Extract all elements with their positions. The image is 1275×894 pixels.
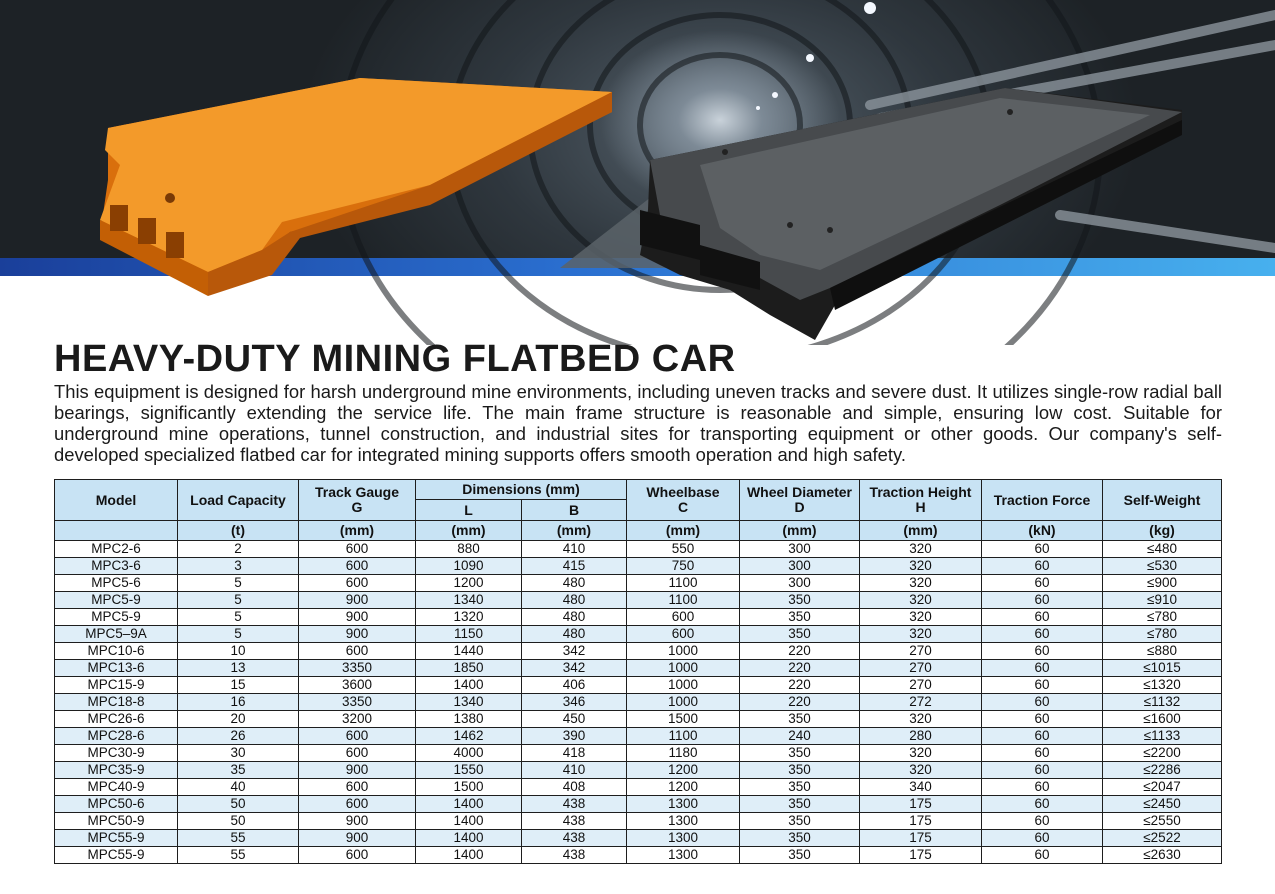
cell-traction-height: 320 [860, 592, 982, 609]
cell-traction-force: 60 [982, 660, 1103, 677]
cell-track-gauge: 900 [299, 813, 416, 830]
cell-self-weight: ≤2630 [1103, 847, 1222, 864]
cell-traction-force: 60 [982, 796, 1103, 813]
unit-cell: (mm) [740, 521, 860, 541]
unit-cell: (mm) [522, 521, 627, 541]
header-track-gauge [299, 480, 416, 521]
unit-cell: (kN) [982, 521, 1103, 541]
cell-track-gauge: 900 [299, 592, 416, 609]
cell-traction-force: 60 [982, 813, 1103, 830]
cell-self-weight: ≤480 [1103, 541, 1222, 558]
cell-track-gauge: 600 [299, 728, 416, 745]
cell-model: MPC50-6 [55, 796, 178, 813]
cell-wheel-diameter: 300 [740, 541, 860, 558]
cell-model: MPC3-6 [55, 558, 178, 575]
spec-table-body [55, 541, 1222, 864]
cell-load-capacity: 30 [178, 745, 299, 762]
cell-traction-height: 320 [860, 558, 982, 575]
table-row [55, 762, 1222, 779]
cell-wheel-diameter: 350 [740, 796, 860, 813]
cell-length-l: 1340 [416, 592, 522, 609]
cell-length-l: 1400 [416, 677, 522, 694]
cell-model: MPC26-6 [55, 711, 178, 728]
header-traction-force: Traction Force [982, 480, 1103, 521]
cell-traction-force: 60 [982, 626, 1103, 643]
cell-model: MPC55-9 [55, 847, 178, 864]
cell-load-capacity: 40 [178, 779, 299, 796]
table-row [55, 830, 1222, 847]
cell-model: MPC40-9 [55, 779, 178, 796]
header-track-gauge-symbol: G [351, 499, 363, 515]
header-dim-l: L [416, 500, 522, 521]
cell-wheelbase: 1000 [627, 660, 740, 677]
cell-model: MPC15-9 [55, 677, 178, 694]
cell-load-capacity: 5 [178, 609, 299, 626]
cell-length-l: 4000 [416, 745, 522, 762]
header-wheel-diameter [740, 480, 860, 521]
cell-wheel-diameter: 350 [740, 762, 860, 779]
cell-width-b: 438 [522, 813, 627, 830]
cell-wheel-diameter: 350 [740, 830, 860, 847]
cell-load-capacity: 55 [178, 830, 299, 847]
orange-flatbed-car [100, 78, 612, 296]
cell-length-l: 1850 [416, 660, 522, 677]
cell-self-weight: ≤780 [1103, 626, 1222, 643]
cell-model: MPC30-9 [55, 745, 178, 762]
cell-wheelbase: 1000 [627, 643, 740, 660]
cell-traction-force: 60 [982, 728, 1103, 745]
cell-traction-height: 320 [860, 711, 982, 728]
cell-wheel-diameter: 300 [740, 575, 860, 592]
header-traction-height-symbol: H [915, 499, 926, 515]
cell-model: MPC18-8 [55, 694, 178, 711]
cell-width-b: 346 [522, 694, 627, 711]
cell-traction-height: 175 [860, 830, 982, 847]
cell-load-capacity: 35 [178, 762, 299, 779]
unit-cell: (mm) [299, 521, 416, 541]
cell-wheelbase: 1200 [627, 779, 740, 796]
cell-length-l: 1320 [416, 609, 522, 626]
cell-model: MPC50-9 [55, 813, 178, 830]
cell-self-weight: ≤530 [1103, 558, 1222, 575]
header-wheelbase [627, 480, 740, 521]
cell-load-capacity: 55 [178, 847, 299, 864]
cell-length-l: 1500 [416, 779, 522, 796]
cell-model: MPC10-6 [55, 643, 178, 660]
hero-illustration [0, 0, 1275, 345]
cell-track-gauge: 3350 [299, 660, 416, 677]
header-wheel-diameter-label: Wheel Diameter [746, 484, 853, 500]
cell-length-l: 1440 [416, 643, 522, 660]
cell-load-capacity: 2 [178, 541, 299, 558]
cell-wheelbase: 1200 [627, 762, 740, 779]
cell-wheel-diameter: 350 [740, 745, 860, 762]
cell-self-weight: ≤910 [1103, 592, 1222, 609]
cell-width-b: 410 [522, 762, 627, 779]
cell-self-weight: ≤2047 [1103, 779, 1222, 796]
cell-length-l: 1340 [416, 694, 522, 711]
table-row [55, 626, 1222, 643]
cell-model: MPC28-6 [55, 728, 178, 745]
cell-load-capacity: 5 [178, 575, 299, 592]
table-row [55, 609, 1222, 626]
cell-width-b: 415 [522, 558, 627, 575]
cell-wheelbase: 1300 [627, 847, 740, 864]
cell-length-l: 1090 [416, 558, 522, 575]
cell-track-gauge: 600 [299, 643, 416, 660]
cell-traction-height: 270 [860, 643, 982, 660]
cell-load-capacity: 50 [178, 813, 299, 830]
cell-model: MPC5-9 [55, 609, 178, 626]
cell-width-b: 438 [522, 796, 627, 813]
spec-table [54, 479, 1222, 864]
unit-cell: (t) [178, 521, 299, 541]
cell-wheelbase: 1300 [627, 796, 740, 813]
cell-traction-height: 175 [860, 813, 982, 830]
cell-width-b: 408 [522, 779, 627, 796]
cell-traction-force: 60 [982, 745, 1103, 762]
cell-traction-height: 175 [860, 847, 982, 864]
cell-wheel-diameter: 220 [740, 643, 860, 660]
cell-traction-height: 270 [860, 677, 982, 694]
cell-traction-force: 60 [982, 643, 1103, 660]
unit-cell: (mm) [627, 521, 740, 541]
cell-traction-height: 280 [860, 728, 982, 745]
unit-cell: (kg) [1103, 521, 1222, 541]
table-row [55, 660, 1222, 677]
product-description: This equipment is designed for harsh underground mine environments, including uneven tracks and severe dust. It utilizes single-row radial ball bearings, significantly extending the service life. The main frame structure is reasonable and simple, ensuring low cost. Suitable for underground mine operations, tunnel construction, and industrial sites for transporting equipment or other goods. Our company's self-developed specialized flatbed car for integrated mining supports offers smooth operation and high safety. [54, 381, 1222, 465]
cell-track-gauge: 900 [299, 830, 416, 847]
cell-self-weight: ≤2286 [1103, 762, 1222, 779]
cell-traction-force: 60 [982, 575, 1103, 592]
cell-traction-force: 60 [982, 711, 1103, 728]
table-row [55, 711, 1222, 728]
cell-wheelbase: 1000 [627, 677, 740, 694]
cell-self-weight: ≤2200 [1103, 745, 1222, 762]
cell-traction-force: 60 [982, 558, 1103, 575]
cell-traction-height: 320 [860, 626, 982, 643]
unit-cell: (mm) [860, 521, 982, 541]
header-load-capacity: Load Capacity [178, 480, 299, 521]
header-wheelbase-label: Wheelbase [646, 484, 720, 500]
cell-traction-force: 60 [982, 762, 1103, 779]
header-model: Model [55, 480, 178, 521]
cell-width-b: 410 [522, 541, 627, 558]
cell-length-l: 1400 [416, 847, 522, 864]
cell-model: MPC5-9 [55, 592, 178, 609]
cell-traction-force: 60 [982, 779, 1103, 796]
cell-wheelbase: 600 [627, 609, 740, 626]
cell-wheel-diameter: 350 [740, 779, 860, 796]
cell-track-gauge: 900 [299, 609, 416, 626]
cell-track-gauge: 900 [299, 762, 416, 779]
cell-width-b: 418 [522, 745, 627, 762]
cell-load-capacity: 13 [178, 660, 299, 677]
cell-traction-force: 60 [982, 694, 1103, 711]
cell-track-gauge: 600 [299, 796, 416, 813]
cell-wheelbase: 750 [627, 558, 740, 575]
header-wheelbase-symbol: C [677, 499, 689, 515]
cell-length-l: 1400 [416, 813, 522, 830]
cell-wheel-diameter: 240 [740, 728, 860, 745]
cell-traction-height: 340 [860, 779, 982, 796]
cell-length-l: 1380 [416, 711, 522, 728]
cell-wheel-diameter: 350 [740, 592, 860, 609]
cell-width-b: 450 [522, 711, 627, 728]
cell-traction-height: 320 [860, 609, 982, 626]
cell-self-weight: ≤2522 [1103, 830, 1222, 847]
cell-length-l: 1550 [416, 762, 522, 779]
header-dimensions: Dimensions (mm) [416, 480, 627, 500]
table-row [55, 745, 1222, 762]
cell-width-b: 342 [522, 643, 627, 660]
header-track-gauge-label: Track Gauge [314, 484, 400, 500]
cell-load-capacity: 26 [178, 728, 299, 745]
cell-width-b: 480 [522, 592, 627, 609]
cell-self-weight: ≤780 [1103, 609, 1222, 626]
cell-traction-height: 175 [860, 796, 982, 813]
cell-self-weight: ≤900 [1103, 575, 1222, 592]
cell-track-gauge: 600 [299, 847, 416, 864]
header-traction-height [860, 480, 982, 521]
cell-traction-force: 60 [982, 830, 1103, 847]
cell-wheelbase: 1000 [627, 694, 740, 711]
black-flatbed-car [640, 88, 1182, 340]
cell-wheel-diameter: 350 [740, 711, 860, 728]
cell-self-weight: ≤1133 [1103, 728, 1222, 745]
table-row [55, 847, 1222, 864]
cell-self-weight: ≤1015 [1103, 660, 1222, 677]
cell-width-b: 480 [522, 626, 627, 643]
cell-self-weight: ≤2450 [1103, 796, 1222, 813]
cell-wheelbase: 550 [627, 541, 740, 558]
cell-wheelbase: 1300 [627, 830, 740, 847]
cell-load-capacity: 50 [178, 796, 299, 813]
cell-length-l: 1150 [416, 626, 522, 643]
cell-wheel-diameter: 300 [740, 558, 860, 575]
cell-traction-height: 320 [860, 762, 982, 779]
cell-load-capacity: 5 [178, 626, 299, 643]
cell-wheel-diameter: 220 [740, 660, 860, 677]
cell-traction-force: 60 [982, 677, 1103, 694]
cell-track-gauge: 3350 [299, 694, 416, 711]
cell-traction-height: 320 [860, 541, 982, 558]
cell-wheel-diameter: 350 [740, 626, 860, 643]
cell-self-weight: ≤880 [1103, 643, 1222, 660]
cell-length-l: 1462 [416, 728, 522, 745]
cell-model: MPC5–9A [55, 626, 178, 643]
cell-length-l: 1400 [416, 830, 522, 847]
table-row [55, 796, 1222, 813]
cell-wheelbase: 1300 [627, 813, 740, 830]
cell-track-gauge: 600 [299, 745, 416, 762]
cell-width-b: 342 [522, 660, 627, 677]
page-title: HEAVY-DUTY MINING FLATBED CAR [54, 338, 736, 380]
units-row [55, 521, 1222, 541]
cell-width-b: 438 [522, 830, 627, 847]
cell-load-capacity: 20 [178, 711, 299, 728]
cell-load-capacity: 10 [178, 643, 299, 660]
cell-wheelbase: 1100 [627, 728, 740, 745]
cell-traction-force: 60 [982, 541, 1103, 558]
cell-traction-height: 272 [860, 694, 982, 711]
cell-track-gauge: 3600 [299, 677, 416, 694]
table-row [55, 813, 1222, 830]
cell-length-l: 880 [416, 541, 522, 558]
cell-wheelbase: 1500 [627, 711, 740, 728]
cell-model: MPC13-6 [55, 660, 178, 677]
cell-width-b: 390 [522, 728, 627, 745]
header-dim-b: B [522, 500, 627, 521]
cell-track-gauge: 900 [299, 626, 416, 643]
table-row [55, 575, 1222, 592]
table-row [55, 592, 1222, 609]
cell-model: MPC2-6 [55, 541, 178, 558]
cell-track-gauge: 600 [299, 779, 416, 796]
table-row [55, 643, 1222, 660]
cell-model: MPC55-9 [55, 830, 178, 847]
cell-load-capacity: 16 [178, 694, 299, 711]
cell-self-weight: ≤1320 [1103, 677, 1222, 694]
table-row [55, 728, 1222, 745]
cell-traction-force: 60 [982, 847, 1103, 864]
cell-wheel-diameter: 350 [740, 847, 860, 864]
cell-model: MPC35-9 [55, 762, 178, 779]
cell-width-b: 438 [522, 847, 627, 864]
cell-width-b: 406 [522, 677, 627, 694]
cell-self-weight: ≤1600 [1103, 711, 1222, 728]
cell-traction-height: 270 [860, 660, 982, 677]
header-self-weight: Self-Weight [1103, 480, 1222, 521]
cell-track-gauge: 600 [299, 575, 416, 592]
table-row [55, 694, 1222, 711]
cell-load-capacity: 5 [178, 592, 299, 609]
cell-wheel-diameter: 350 [740, 609, 860, 626]
cell-track-gauge: 600 [299, 558, 416, 575]
header-wheel-diameter-symbol: D [794, 499, 805, 515]
cell-wheelbase: 1180 [627, 745, 740, 762]
cell-track-gauge: 3200 [299, 711, 416, 728]
cell-model: MPC5-6 [55, 575, 178, 592]
cell-self-weight: ≤1132 [1103, 694, 1222, 711]
cell-wheelbase: 1100 [627, 592, 740, 609]
cell-traction-height: 320 [860, 575, 982, 592]
cell-traction-force: 60 [982, 592, 1103, 609]
cell-load-capacity: 15 [178, 677, 299, 694]
cell-traction-force: 60 [982, 609, 1103, 626]
table-row [55, 541, 1222, 558]
cell-wheelbase: 600 [627, 626, 740, 643]
table-row [55, 677, 1222, 694]
unit-cell-model [55, 521, 178, 541]
cell-length-l: 1200 [416, 575, 522, 592]
cell-wheel-diameter: 220 [740, 694, 860, 711]
cell-load-capacity: 3 [178, 558, 299, 575]
cell-width-b: 480 [522, 575, 627, 592]
header-traction-height-label: Traction Height [869, 484, 972, 500]
cell-traction-height: 320 [860, 745, 982, 762]
cell-length-l: 1400 [416, 796, 522, 813]
unit-cell: (mm) [416, 521, 522, 541]
cell-wheelbase: 1100 [627, 575, 740, 592]
cell-width-b: 480 [522, 609, 627, 626]
cell-wheel-diameter: 220 [740, 677, 860, 694]
cell-track-gauge: 600 [299, 541, 416, 558]
table-row [55, 558, 1222, 575]
table-row [55, 779, 1222, 796]
cell-wheel-diameter: 350 [740, 813, 860, 830]
hero-banner [0, 0, 1275, 345]
cell-self-weight: ≤2550 [1103, 813, 1222, 830]
